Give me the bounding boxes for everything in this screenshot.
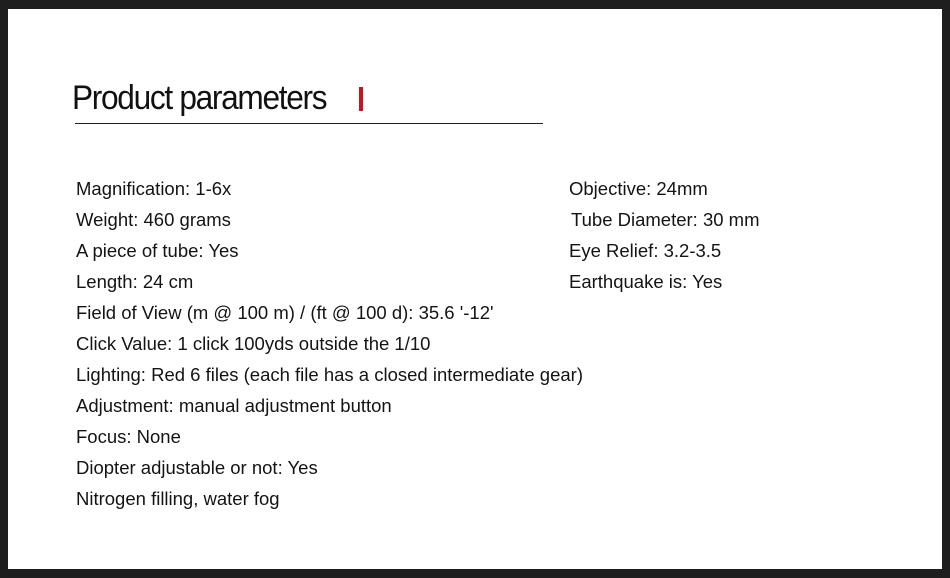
param-eye-relief: Eye Relief: 3.2-3.5	[569, 240, 722, 261]
param-weight: Weight: 460 grams	[76, 209, 231, 230]
param-adjustment: Adjustment: manual adjustment button	[76, 395, 392, 416]
param-nitrogen: Nitrogen filling, water fog	[76, 488, 280, 509]
title-row	[72, 75, 345, 121]
param-focus: Focus: None	[76, 426, 181, 447]
param-diopter: Diopter adjustable or not: Yes	[76, 457, 318, 478]
param-tube-piece: A piece of tube: Yes	[76, 240, 239, 261]
param-lighting: Lighting: Red 6 files (each file has a closed intermediate gear)	[76, 364, 583, 385]
param-field-of-view: Field of View (m @ 100 m) / (ft @ 100 d): 35.6 '-12'	[76, 302, 494, 323]
title-accent-bar	[359, 87, 363, 111]
page-title: Product parameters	[72, 78, 327, 117]
param-click-value: Click Value: 1 click 100yds outside the 1/10	[76, 333, 431, 354]
param-magnification: Magnification: 1-6x	[76, 178, 232, 199]
param-objective: Objective: 24mm	[569, 178, 708, 199]
param-length: Length: 24 cm	[76, 271, 194, 292]
content-panel	[8, 9, 942, 569]
title-underline	[75, 123, 543, 124]
param-earthquake: Earthquake is: Yes	[569, 271, 723, 292]
param-tube-diameter: Tube Diameter: 30 mm	[571, 209, 760, 230]
